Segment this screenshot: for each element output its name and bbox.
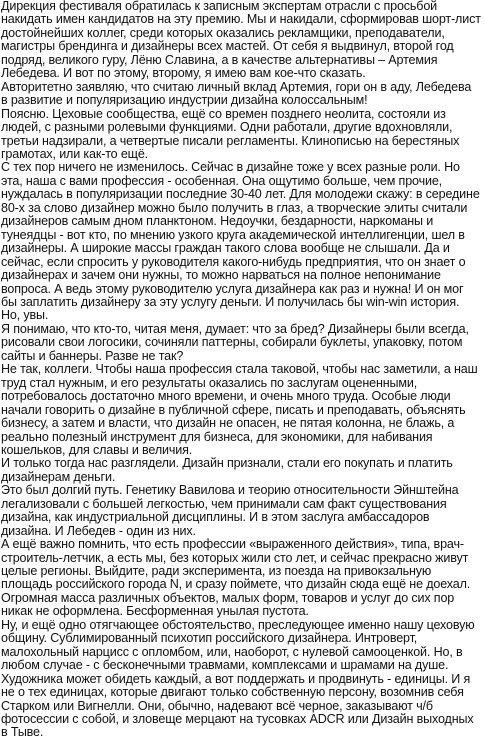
- paragraph-long-road: Это был долгий путь. Генетику Вавилова и теорию относительности Эйнштейна легализовали с большей легкостью, чем принимали сам факт существования дизайна, как индустриальной дисциплины. И в этом заслуга амбассадоров дизайна. И Лебедев - один из них.: [1, 483, 459, 538]
- paragraph-recognition: И только тогда нас разглядели. Дизайн признали, стали его покупать и платить дизайнерам деньги.: [1, 456, 453, 484]
- paragraph-explanation: Поясню. Цеховые сообщества, ещё со времен позднего неолита, состояли из людей, с разными ролевыми функциями. Одни работали, другие вдохновляли, третьи надзирали, а четвертые писали регламенты. Клинописью на берестяных грамотах, или как-то ещё.: [1, 106, 460, 161]
- paragraph-intro: Дирекция фестиваля обратилась к записным экспертам отрасли с просьбой накидать имен кандидатов на эту премию. Мы и накидали, сформировав шорт-лист достойнейших коллег, среди которых оказались рекламщики, преподаватели, магистры брендинга и дизайнеры всех мастей. От себя я выдвинул, второй год подряд, великого гуру, Лёню Славина, а в качестве альтернативы – Артемия Лебедева. И вот по этому, второму, я имею вам кое-что сказать.: [1, 0, 481, 81]
- paragraph-professions: А ещё важно помнить, что есть профессии «выраженного действия», типа, врач-строитель-летчик, а есть мы, без которых жили сто лет, и сейчас прекрасно живут целые регионы. Выйдите, ради эксперимента, из поезда на привокзальную площадь российского города N, и сразу поймете, что дизайн сюда ещё не доехал. Огромная масса различных объектов, малых форм, товаров и услуг до сих пор никак не оформлена. Бесформенная унылая пустота.: [1, 537, 471, 619]
- paragraph-claim: Авторитетно заявляю, что считаю личный вклад Артемия, гори он в аду, Лебедева в развитие и популяризацию индустрии дизайна колоссальным!: [1, 79, 472, 108]
- paragraph-answer: Не так, коллеги. Чтобы наша профессия стала таковой, чтобы нас заметили, а наш труд стал нужным, и его результаты оказались по заслугам оцененными, потребовалось достаточно много времени, и очень много труда. Особые люди начали говорить о дизайне в публичной сфере, писать и преподавать, объяснять бизнесу, а затем и власти, что дизайн не опасен, не пятая колонна, не блажь, а реально полезный инструмент для бизнеса, для экономики, для набивания кошельков, для славы и величия.: [1, 362, 478, 457]
- paragraph-objection: Я понимаю, что кто-то, читая меня, думает: что за бред? Дизайнеры были всегда, рисовали свои логосики, сочиняли паттерны, собирали буклеты, упаковку, потом сайты и баннеры. Разве не так?: [1, 321, 469, 363]
- paragraph-psychotype: Ну, и ещё одно отягчающее обстоятельство, преследующее именно нашу цеховую общину. Сублимированный психотип российского дизайнера. Интроверт, малохольный нарцисс с опломбом, или, наоборот, с нулевой самооценкой. Но, в любом случае - с бесконечными травмами, комплексами и шрамами на душе. Художника может обидеть каждый, а вот поддержать и продвинуть - единицы. И я не о тех единицах, которые двигают только собственную персону, возомнив себя Старком или Вигнелли. Они, обычно, надевают всё черное, заказывают ч/б фотосессии с собой, и зловеще мерцают на тусовках ADCR или Дизайн выходных в Тыве.: [1, 617, 475, 740]
- paragraph-roles: С тех пор ничего не изменилось. Сейчас в дизайне тоже у всех разные роли. Но эта, наша с вами профессия - особенная. Она ощутимо больше, чем прочие, нуждалась в популяризации последние 30-40 лет. Для молодежи скажу: в середине 80-х за слово дизайнер можно было получить в глаз, а творческие элиты считали дизайнеров самым дном планктоном. Недоучки, бездарности, наркоманы и тунеядцы - вот кто, по мнению узкого круга академической интеллигенции, шел в дизайнеры. А широкие массы граждан такого слова вообще не слышали. Да и сейчас, если спросить у руководителя какого-нибудь предприятия, что он знает о дизайнерах и зачем они нужны, то можно нарваться на полное непонимание вопроса. А ведь этому руководителю услуга дизайнера как раз и нужна! И он мог бы заплатить дизайнеру за эту услугу деньги. И получилась бы win-win история. Но, увы.: [1, 160, 480, 323]
